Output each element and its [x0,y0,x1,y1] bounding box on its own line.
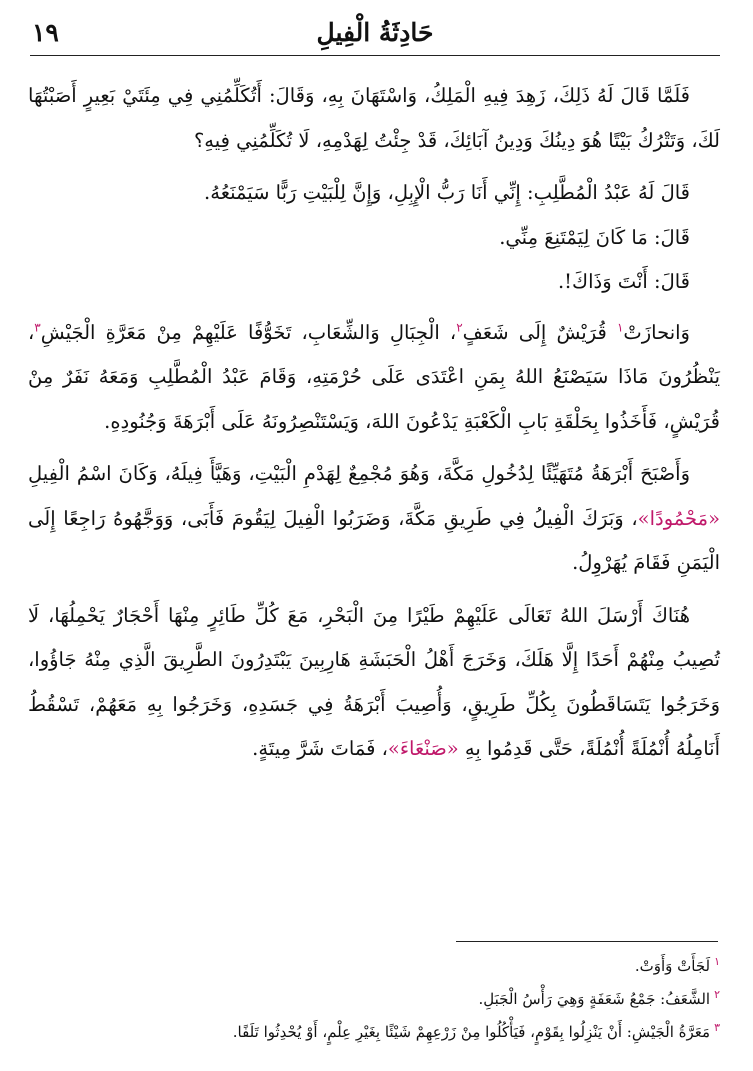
footnote-3 [120,1016,720,1049]
paragraph-5-text-b: قُرَيْشٌ إِلَى شَعَفٍ [462,320,617,344]
footnote-2 [120,983,720,1016]
footnote-ref-3[interactable]: ٣ [34,320,41,334]
header-rule [30,55,720,56]
place-name: «صَنْعَاءَ» [387,737,459,760]
paragraph-6 [28,452,720,586]
footnote-1-text: لَجَأَتْ وَأَوَتْ. [634,957,711,975]
footnote-3-text: مَعَرَّةُ الْجَيْشِ: أَنْ يَنْزِلُوا بِقَوْمٍ، فَيَأْكُلُوا مِنْ زَرْعِهِمْ شَيْئًا بِغَيْرِ عِلْمٍ، أَوْ يُحْدِثُوا تَلَفًا. [232,1023,711,1041]
chapter-title: حَادِثَةُ الْفِيلِ [316,18,434,47]
page-number: ١٩ [32,18,59,47]
paragraph-1: فَلَمَّا قَالَ لَهُ ذَلِكَ، زَهِدَ فِيهِ الْمَلِكُ، وَاسْتَهَانَ بِهِ، وَقَالَ: أَتُكَلِّمُنِي فِي مِئَتَيْ بَعِيرٍ أَصَبْتُهَا لَكَ، وَتَتْرُكُ بَيْتًا هُوَ دِينُكَ وَدِينُ آبَائِكَ، قَدْ جِئْتُ لِهَدْمِهِ، لَا تُكَلِّمُنِي فِيهِ؟ [28,84,720,152]
paragraph-5-text-a: وَانحازَتْ [623,320,690,344]
footnote-2-number: ٢ [714,988,720,1001]
paragraph-4: قَالَ: أَنْتَ وَذَاكَ!. [557,270,690,293]
footnote-rule [456,941,718,942]
paragraph-5 [28,311,720,445]
paragraph-6-text-b: ، وَبَرَكَ الْفِيلُ فِي طَرِيقِ مَكَّةَ، وَضَرَبُوا الْفِيلَ لِيَقُومَ فَأَبَى، وَوَجَّهُوهُ رَاجِعًا إِلَى الْيَمَنِ فَقَامَ يُهَرْوِلُ. [28,506,720,574]
paragraph-7-text-a: هُنَاكَ أَرْسَلَ اللهُ تَعَالَى عَلَيْهِمْ طَيْرًا مِنَ الْبَحْرِ، مَعَ كُلِّ طَائِرٍ مِنْهَا أَحْجَارٌ يَحْمِلُهَا، لَا تُصِيبُ مِنْهُمْ أَحَدًا إِلَّا هَلَكَ، وَخَرَجَ أَهْلُ الْحَبَشَةِ هَارِبِينَ يَبْتَدِرُونَ الطَّرِيقَ الَّذِي مِنْهُ جَاؤُوا، وَخَرَجُوا يَتَسَاقَطُونَ بِكُلِّ طَرِيقٍ، وَأُصِيبَ أَبْرَهَةُ فِي جَسَدِهِ، وَخَرَجُوا بِهِ مَعَهُمْ، تَسْقُطُ أَنَامِلُهُ أُنْمُلَةً أُنْمُلَةً، حَتَّى قَدِمُوا بِهِ [28,603,720,760]
footnote-ref-1[interactable]: ١ [616,320,624,334]
footnote-1-number: ١ [714,955,720,968]
paragraph-7-text-b: ، فَمَاتَ شَرَّ مِيتَةٍ. [252,737,388,760]
footnote-3-number: ٣ [714,1021,720,1034]
paragraph-5-text-c: ، الْجِبَالِ وَالشِّعَابِ، تَخَوُّفًا عَلَيْهِمْ مِنْ مَعَرَّةِ الْجَيْشِ [40,320,457,344]
footnotes [120,950,720,1049]
footnote-ref-2[interactable]: ٢ [456,320,463,334]
paragraph-5-text-d: ، يَنْظُرُونَ مَاذَا سَيَصْنَعُ اللهُ بِمَنِ اعْتَدَى عَلَى حُرْمَتِهِ، وَقَامَ عَبْدُ الْمُطَّلِبِ وَمَعَهُ نَفَرٌ مِنْ قُرَيْشٍ، فَأَخَذُوا بِحَلْقَةِ بَابِ الْكَعْبَةِ يَدْعُونَ اللهَ، وَيَسْتَنْصِرُونَهُ عَلَى أَبْرَهَةَ وَجُنُودِهِ. [28,320,720,433]
main-text [28,74,720,780]
paragraph-7 [28,594,720,772]
elephant-name: «مَحْمُودًا» [637,506,720,530]
paragraph-3: قَالَ: مَا كَانَ لِيَمْتَنِعَ مِنِّي. [499,225,690,249]
paragraph-2: قَالَ لَهُ عَبْدُ الْمُطَّلِبِ: إِنِّي أَنَا رَبُّ الْإِبِلِ، وَإِنَّ لِلْبَيْتِ رَبًّا سَيَمْنَعُهُ. [204,181,690,204]
page-header [30,14,720,54]
footnote-2-text: الشَّعَفُ: جَمْعُ شَعَفَةٍ وَهِيَ رَأْسُ الْجَبَلِ. [478,990,711,1008]
footnote-1 [120,950,720,983]
paragraph-6-text-a: وَأَصْبَحَ أَبْرَهَةُ مُتَهَيِّئًا لِدُخُولِ مَكَّةَ، وَهُوَ مُجْمِعٌ لِهَدْمِ الْبَيْتِ، وَهَيَّأَ فِيلَهُ، وَكَانَ اسْمُ الْفِيلِ [28,462,690,485]
